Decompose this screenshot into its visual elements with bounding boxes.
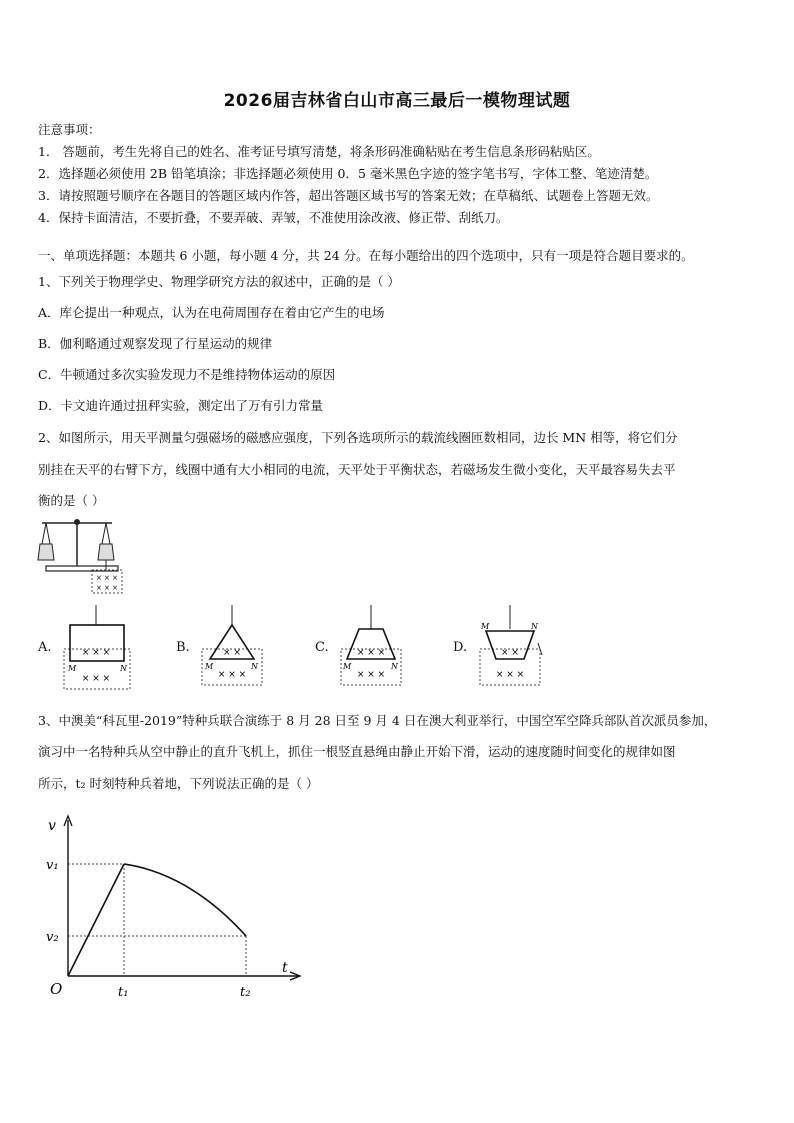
field-marks: × × × (81, 674, 111, 684)
section-heading: 一、单项选择题：本题共 6 小题，每小题 4 分，共 24 分。在每小题给出的四个选项中，只有一项是符合题目要求的。 (38, 248, 694, 263)
field-marks: × × × (356, 648, 386, 658)
t1-label: t₁ (118, 985, 129, 1000)
v1-label: v₁ (46, 858, 59, 873)
question-2-stem-line-1: 2、如图所示，用天平测量匀强磁场的磁感应强度，下列各选项所示的载流线圈匝数相同，边长 MN 相等，将它们分 (38, 430, 678, 445)
question-2-stem-line-3: 衡的是（ ） (38, 493, 105, 508)
field-marks: × × (223, 648, 241, 658)
field-marks: × × (501, 648, 519, 658)
question-2-stem-line-2: 别挂在天平的右臂下方，线圈中通有大小相同的电流，天平处于平衡状态，若磁场发生微小变化，天平最容易失去平 (38, 462, 676, 477)
point-n-label: N (120, 664, 127, 673)
notice-item-4: 4．保持卡面清洁，不要折叠，不要弄破、弄皱，不准使用涂改液、修正带、刮纸刀。 (38, 210, 509, 225)
option-b-label: B. (176, 640, 190, 655)
notice-item-2: 2．选择题必须使用 2B 铅笔填涂；非选择题必须使用 0．5 毫米黑色字迹的签字笔书写，字体工整、笔迹清楚。 (38, 166, 658, 181)
option-a-label: A. (38, 640, 52, 655)
field-marks: × × × (217, 670, 247, 680)
coil-diagram-a (60, 605, 140, 693)
page-title: 2026届吉林省白山市高三最后一模物理试题 (223, 91, 571, 111)
question-1-option-d: D．卡文迪许通过扭秤实验，测定出了万有引力常量 (38, 398, 324, 413)
question-3-stem-line-1: 3、中澳美“科瓦里-2019”特种兵联合演练于 8 月 28 日至 9 月 4 日在澳大利亚举行，中国空军空降兵部队首次派员参加， (38, 713, 717, 728)
decelerating-curve (124, 864, 246, 936)
notice-heading: 注意事项： (38, 122, 101, 137)
balance-diagram (34, 514, 134, 596)
point-m-label: M (343, 662, 352, 671)
point-m-label: M (481, 622, 490, 631)
coil-diagram-d (474, 605, 554, 689)
t2-label: t₂ (240, 985, 251, 1000)
coil-diagram-c (337, 605, 407, 689)
question-3-stem-line-3: 所示，t₂ 时刻特种兵着地，下列说法正确的是（ ） (38, 776, 319, 791)
field-marks: × × × (81, 648, 111, 658)
option-d-label: D. (453, 640, 468, 655)
coil-diagram-b (198, 605, 268, 689)
question-1-option-c: C．牛顿通过多次实验发现力不是维持物体运动的原因 (38, 367, 336, 382)
field-marks: × × × (356, 670, 386, 680)
point-n-label: N (531, 622, 538, 631)
field-marks: × × × (495, 670, 525, 680)
v2-label: v₂ (46, 930, 59, 945)
point-n-label: N (391, 662, 398, 671)
y-axis-label: v (48, 818, 56, 834)
option-c-label: C. (315, 640, 329, 655)
origin-label: O (50, 980, 63, 998)
point-n-label: N (251, 662, 258, 671)
point-m-label: M (68, 664, 77, 673)
question-1-option-b: B．伽利略通过观察发现了行星运动的规律 (38, 336, 273, 351)
point-m-label: M (205, 662, 214, 671)
velocity-time-graph (40, 812, 310, 1002)
field-marks: × × × (95, 574, 119, 582)
notice-item-3: 3．请按照题号顺序在各题目的答题区域内作答，超出答题区域书写的答案无效；在草稿纸、试题卷上答题无效。 (38, 188, 659, 203)
question-1-stem: 1、下列关于物理学史、物理学研究方法的叙述中，正确的是（ ） (38, 274, 400, 289)
x-axis-label: t (282, 960, 288, 976)
question-1-option-a: A．库仑提出一种观点，认为在电荷周围存在着由它产生的电场 (38, 305, 385, 320)
notice-item-1: 1． 答题前，考生先将自己的姓名、准考证号填写清楚，将条形码准确粘贴在考生信息条形码粘贴区。 (38, 144, 600, 159)
accelerating-segment (68, 864, 124, 976)
question-3-stem-line-2: 演习中一名特种兵从空中静止的直升飞机上，抓住一根竖直悬绳由静止开始下滑，运动的速度随时间变化的规律如图 (38, 744, 676, 759)
field-marks: × × × (95, 584, 119, 592)
